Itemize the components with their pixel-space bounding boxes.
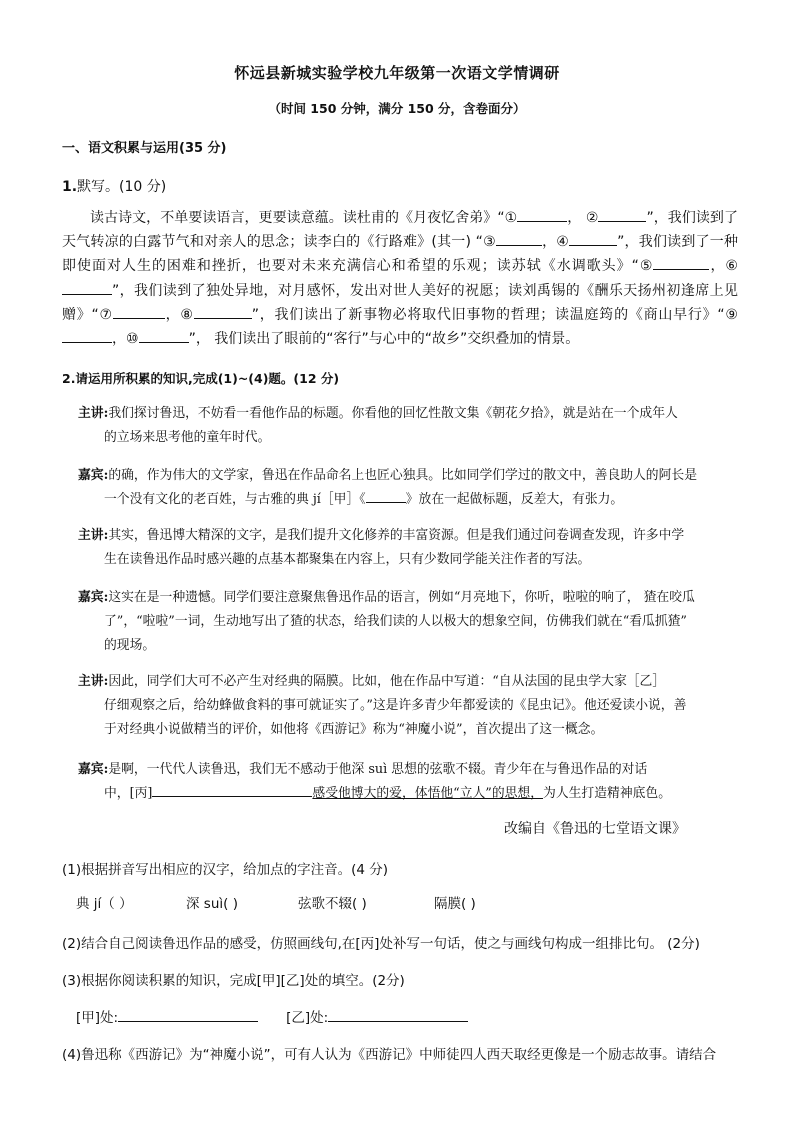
dialogue-text: 生在读鲁迅作品时感兴趣的点基本都聚集在内容上，只有少数同学能关注作者的写法。 [104, 552, 591, 567]
passage-text: ，⑥ [709, 258, 738, 275]
question-text: 默写。(10 分) [77, 179, 167, 195]
passage-text: ”，我们读到了独处异地，对月感怀，发出对世人美好的祝愿；读刘禹锡的《酬乐天扬州初逢席上见赠》“⑦ [62, 282, 738, 323]
blank-7[interactable] [113, 303, 165, 319]
underlined-sentence: 感受他博大的爱，体悟他“立人”的思想， [312, 786, 544, 801]
dialogue-text: 了”，“啦啦”一词，生动地写出了猹的状态，给我们读的人以极大的想象空间，仿佛我们就在“看瓜抓猹” [104, 614, 687, 629]
pinyin-item[interactable]: 弦歌不辍( ) [298, 896, 367, 912]
fill-label-jia: [甲]处: [76, 1010, 119, 1026]
passage-text: ，⑧ [164, 306, 194, 323]
blank-9[interactable] [62, 327, 112, 343]
dialogue-text: 于对经典小说做精当的评价，如他将《西游记》称为“神魔小说”，首次提出了这一概念。 [104, 722, 604, 737]
dialogue-text: 中，[丙] 感受他博大的爱，体悟他“立人”的思想，为人生打造精神底色。 [78, 782, 738, 806]
dialogue-text: 我们探讨鲁迅，不妨看一看他作品的标题。你看他的回忆性散文集《朝花夕拾》，就是站在一个成年人 [108, 406, 678, 421]
dialogue-turn [78, 758, 738, 806]
passage-text: ”，我们读到了天气转凉的白露节气和对亲人的思念；读李白的《行路难》(其一) “③ [62, 210, 738, 251]
blank-1[interactable] [517, 206, 567, 222]
fill-row [76, 1006, 496, 1026]
dialogue-text: 的确，作为伟大的文学家，鲁迅在作品命名上也匠心独具。比如同学们学过的散文中，善良助人的阿长是 [108, 468, 697, 483]
speaker-label: 主讲: [78, 528, 109, 543]
speaker-label: 嘉宾: [78, 468, 109, 483]
pinyin-item[interactable]: 隔膜( ) [434, 896, 476, 912]
blank-6[interactable] [62, 279, 112, 295]
speaker-label: 嘉宾: [78, 762, 109, 777]
dialogue-text: 一个没有文化的老百姓，与古雅的典 jí［甲］《 》放在一起做标题，反差大，有张力。 [78, 488, 738, 512]
sub-question-1: (1)根据拼音写出相应的汉字，给加点的字注音。(4 分) [62, 862, 389, 878]
speaker-label: 主讲: [78, 406, 109, 421]
question-1-passage [62, 206, 738, 351]
question-1-heading [62, 176, 166, 196]
passage-text: ，④ [541, 234, 570, 251]
fill-line-yi[interactable] [328, 1007, 468, 1022]
section-heading: 一、语文积累与运用(35 分) [62, 141, 227, 156]
dialogue-text: 是啊，一代代人读鲁迅，我们无不感动于他深 suì 思想的弦歌不辍。青少年在与鲁迅作品的对话 [108, 762, 648, 777]
blank-4[interactable] [569, 230, 617, 246]
question-2-heading: 2.请运用所积累的知识,完成(1)~(4)题。(12 分) [62, 371, 340, 386]
dialogue-text: 的现场。 [104, 638, 156, 653]
passage-text: ”，我们读到了一种即使面对人生的困难和挫折，也要对未来充满信心和希望的乐观；读苏轼《水调歌头》“⑤ [62, 234, 738, 275]
speaker-label: 嘉宾: [78, 590, 109, 605]
dialogue-turn [78, 524, 738, 572]
passage-text: ”，我们读出了新事物必将取代旧事物的哲理；读温庭筠的《商山早行》“⑨ [251, 306, 738, 323]
blank-3[interactable] [496, 230, 542, 246]
dialogue-turn [78, 586, 738, 658]
blank-10[interactable] [139, 327, 189, 343]
passage-text: ，⑩ [112, 331, 139, 348]
sub-question-3: (3)根据你阅读积累的知识，完成[甲][乙]处的填空。(2分) [62, 973, 405, 989]
passage-text: ”， 我们读出了眼前的“客行”与心中的“故乡”交织叠加的情景。 [188, 331, 580, 348]
dialogue-turn [78, 670, 738, 742]
speaker-label: 主讲: [78, 674, 109, 689]
fill-label-yi: [乙]处: [286, 1010, 329, 1026]
dialogue-text: 的立场来思考他的童年时代。 [104, 430, 271, 445]
pinyin-item[interactable]: 深 suì( ) [186, 896, 238, 912]
pinyin-row [76, 892, 736, 912]
sub-question-4: (4)鲁迅称《西游记》为“神魔小说”，可有人认为《西游记》中师徒四人西天取经更像是一个励志故事。请结合 [62, 1047, 717, 1063]
dialogue-turn [78, 464, 738, 512]
fill-line-jia[interactable] [118, 1007, 258, 1022]
blank-5[interactable] [653, 254, 709, 270]
passage-text: ， ② [567, 210, 599, 226]
passage-text: 读古诗文，不单要读语言，更要读意蕴。读杜甫的《月夜忆舍弟》“① [90, 210, 518, 226]
question-number: 1. [62, 179, 78, 195]
page-subtitle: （时间 150 分钟，满分 150 分，含卷面分） [268, 101, 526, 116]
sub-question-2: (2)结合自己阅读鲁迅作品的感受，仿照画线句,在[丙]处补写一句话，使之与画线句构成一组排比句。 (2分) [62, 936, 700, 952]
blank-jia[interactable] [366, 489, 406, 503]
page-title: 怀远县新城实验学校九年级第一次语文学情调研 [234, 64, 560, 82]
blank-2[interactable] [598, 206, 646, 222]
pinyin-item[interactable]: 典 jí（ ） [76, 896, 133, 912]
source-note: 改编自《鲁迅的七堂语文课》 [504, 821, 686, 837]
dialogue-text: 因此，同学们大可不必产生对经典的隔膜。比如，他在作品中写道：“自从法国的昆虫学大家［乙］ [108, 674, 666, 689]
dialogue-turn [78, 402, 738, 450]
dialogue-text: 仔细观察之后，给幼蜂做食料的事可就证实了。”这是许多青少年都爱读的《昆虫记》。他还爱读小说，善 [104, 698, 687, 713]
blank-bing[interactable] [152, 783, 312, 797]
blank-8[interactable] [194, 303, 252, 319]
dialogue-text: 其实，鲁迅博大精深的文字，是我们提升文化修养的丰富资源。但是我们通过问卷调查发现，许多中学 [108, 528, 685, 543]
dialogue-text: 这实在是一种遗憾。同学们要注意聚焦鲁迅作品的语言，例如“月亮地下，你听，啦啦的响了， 猹在咬瓜 [108, 590, 695, 605]
